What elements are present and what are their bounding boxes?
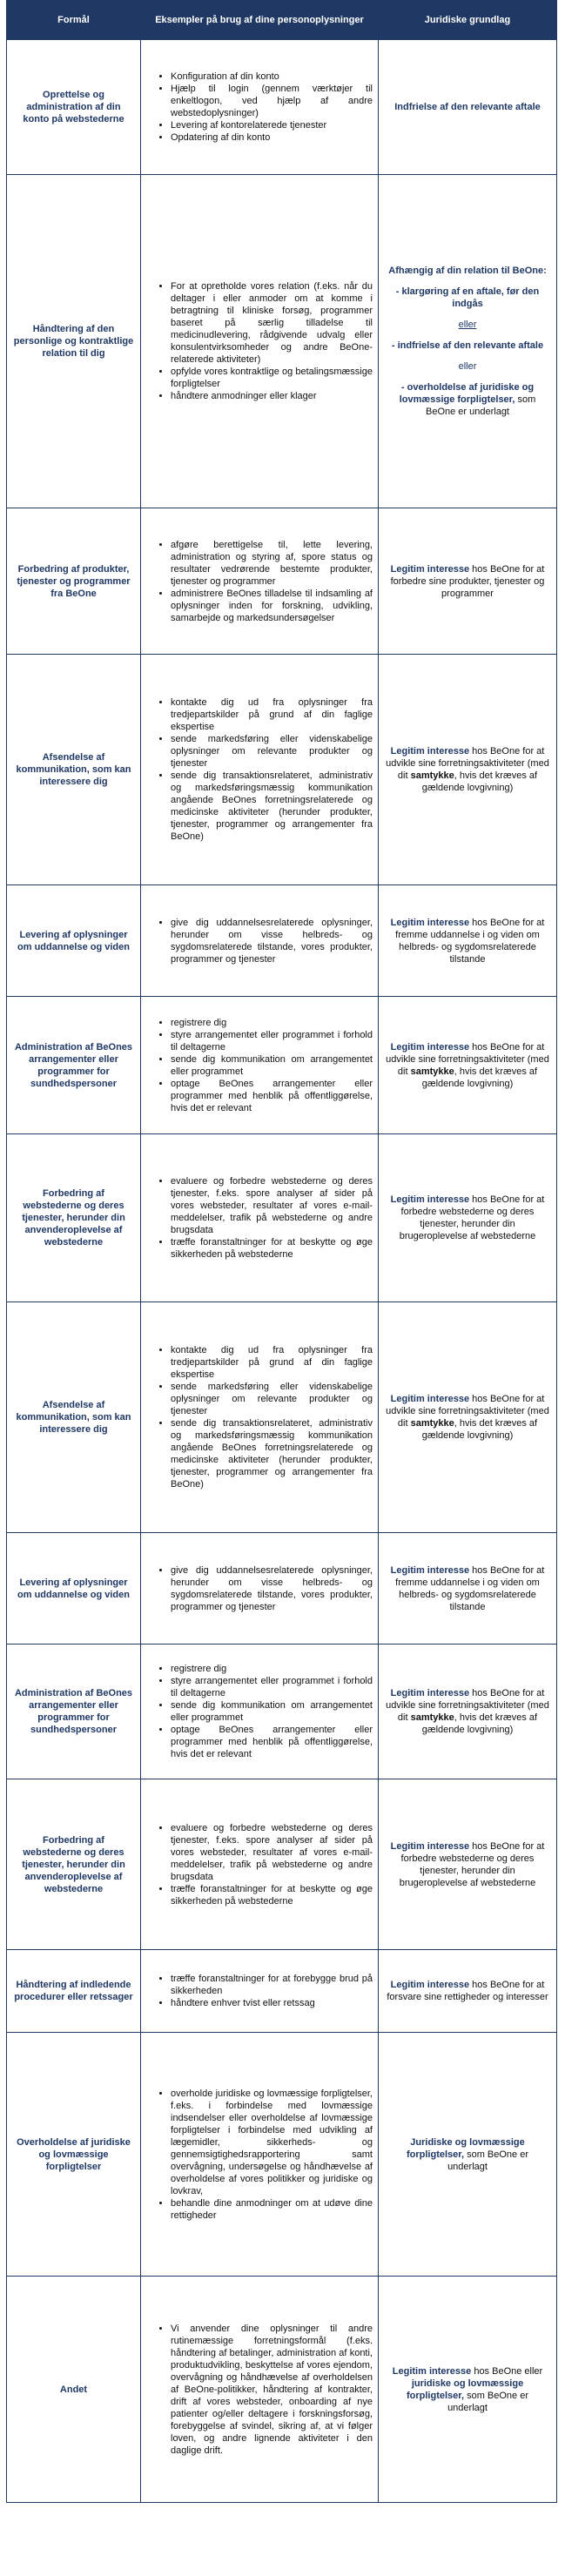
legal-basis-rest: hos BeOne for at udvikle sine forretningsaktiviteter (med dit: [386, 1688, 549, 1723]
legal-basis-rest: hos BeOne for at fremme uddannelse i og viden om helbreds- og sygdomsrelaterede tilstande: [395, 1564, 545, 1612]
list-item: • træffe foranstaltninger for at beskytte og øge sikkerheden på webstederne: [171, 1883, 373, 1907]
list-item: • sende markedsføring eller videnskabelige oplysninger om relevante produkter og tjenester: [171, 733, 373, 770]
purpose-table: [6, 0, 557, 2503]
legal-basis-bold: Juridiske og lovmæssige forpligtelser,: [406, 2136, 525, 2160]
legal-basis-rest: hos BeOne for at forbedre webstederne og deres tjenester, herunder din brugeroplevelse af webstederne: [399, 1194, 545, 1241]
purpose-cell: Administration af BeOnes arrangementer eller programmer for sundhedspersoner: [7, 997, 141, 1134]
examples-cell: [141, 655, 379, 885]
header-legal-basis: Juridiske grundlag: [379, 1, 557, 40]
legal-basis-bold: Legitim interesse: [390, 1688, 470, 1698]
list-item: • sende markedsføring eller videnskabelige oplysninger om relevante produkter og tjenester: [171, 1381, 373, 1417]
purpose-cell: Forbedring af produkter, tjenester og programmer fra BeOne: [7, 508, 141, 655]
examples-list: [145, 71, 373, 144]
table-row: [7, 1533, 557, 1644]
legal-basis-consent: samtykke: [410, 770, 454, 781]
table-header-row: [7, 1, 557, 40]
legal-basis-cell: [379, 40, 557, 175]
purpose-cell: Afsendelse af kommunikation, som kan interessere dig: [7, 655, 141, 885]
purpose-cell: Forbedring af webstederne og deres tjenester, herunder din anvenderoplevelse af webstederne: [7, 1779, 141, 1950]
legal-basis-cell: [379, 655, 557, 885]
examples-cell: [141, 1302, 379, 1533]
legal-basis-rest: , hvis det kræves af gældende lovgivning): [421, 1418, 538, 1441]
list-item: • opfylde vores kontraktlige og betalingsmæssige forpligtelser: [171, 366, 373, 390]
legal-basis-bold: Legitim interesse: [390, 563, 470, 575]
legal-basis-consent: samtykke: [410, 1066, 454, 1077]
legal-basis-consent: samtykke: [410, 1418, 454, 1429]
legal-basis-rest: som BeOne er underlagt: [447, 2149, 528, 2172]
list-item: • Levering af kontorelaterede tjenester: [171, 119, 373, 131]
purpose-cell: Levering af oplysninger om uddannelse og viden: [7, 885, 141, 997]
legal-basis-rest: hos BeOne for at udvikle sine forretningsaktiviteter (med dit: [386, 746, 549, 781]
legal-basis-bold: Legitim interesse: [392, 2365, 472, 2377]
legal-basis-cell: [379, 1134, 557, 1302]
examples-list: [145, 1017, 373, 1114]
examples-list: [145, 2088, 373, 2222]
legal-basis-option: - overholdelse af juridiske og lovmæssige forpligtelser,: [399, 382, 535, 405]
legal-basis-cell: [379, 508, 557, 655]
list-item: • træffe foranstaltninger for at forebygge brud på sikkerheden: [171, 1973, 373, 1997]
purpose-cell: Administration af BeOnes arrangementer eller programmer for sundhedspersoner: [7, 1644, 141, 1779]
list-item: • overholde juridiske og lovmæssige forpligtelser, f.eks. i forbindelse med lovmæssige indsendelser eller overholdelse af lovmæssige forpligtelser i forbindelse med udvikling af lægemidler, sikkerheds- og gennemsigtighedsrapportering samt overvågning, undersøgelse og håndhævelse af overholdelse af vores politikker og juridiske og lovkrav,: [171, 2088, 373, 2197]
table-row: [7, 1779, 557, 1950]
examples-cell: [141, 1533, 379, 1644]
purpose-cell: Levering af oplysninger om uddannelse og viden: [7, 1533, 141, 1644]
legal-basis-bold: Legitim interesse: [390, 1980, 470, 1990]
list-item: • give dig uddannelsesrelaterede oplysninger, herunder om visse helbreds- og sygdomsrelaterede tilstande, vores produkter, programmer og tjenester: [171, 1564, 373, 1613]
purpose-cell: Oprettelse og administration af din konto på webstederne: [7, 40, 141, 175]
list-item: • optage BeOnes arrangementer eller programmer med henblik på offentliggørelse, hvis det er relevant: [171, 1724, 373, 1760]
examples-cell: [141, 175, 379, 508]
examples-list: [145, 1175, 373, 1261]
list-item: • styre arrangementet eller programmet i forhold til deltagerne: [171, 1029, 373, 1053]
document-page: [6, 0, 556, 2503]
examples-cell: [141, 1950, 379, 2033]
list-item: • håndtere anmodninger eller klager: [171, 390, 373, 402]
purpose-cell: Andet: [7, 2277, 141, 2503]
list-item: • behandle dine anmodninger om at udøve dine rettigheder: [171, 2197, 373, 2222]
legal-basis-bold: Legitim interesse: [390, 1394, 470, 1404]
legal-basis-rest: hos BeOne for at udvikle sine forretningsaktiviteter (med dit: [386, 1394, 549, 1429]
legal-basis-cell: [379, 1950, 557, 2033]
legal-basis-cell: [379, 2277, 557, 2503]
table-row: [7, 508, 557, 655]
table-row: [7, 175, 557, 508]
legal-basis-or: eller: [458, 361, 477, 372]
legal-basis-cell: [379, 885, 557, 997]
legal-basis-cell: [379, 1779, 557, 1950]
list-item: • give dig uddannelsesrelaterede oplysninger, herunder om visse helbreds- og sygdomsrelaterede tilstande, vores produkter, programmer og tjenester: [171, 917, 373, 965]
legal-basis-rest: hos BeOne for at forbedre sine produkter, tjenester og programmer: [390, 563, 545, 599]
list-item: • registrere dig: [171, 1017, 373, 1029]
list-item: • kontakte dig ud fra oplysninger fra tredjepartskilder på grund af din faglige ekspertise: [171, 696, 373, 733]
table-row: [7, 1950, 557, 2033]
list-item: • evaluere og forbedre webstederne og deres tjenester, f.eks. spore analyser af sider på vores websteder, resultater af vores e-mail-meddelelser, trafik på webstederne og andre brugsdata: [171, 1822, 373, 1883]
legal-basis-option: - klargøring af en aftale, før den indgås: [395, 286, 540, 309]
purpose-cell: Afsendelse af kommunikation, som kan interessere dig: [7, 1302, 141, 1533]
legal-basis-option: - indfrielse af den relevante aftale: [391, 340, 544, 351]
legal-basis-cell: [379, 2033, 557, 2277]
table-row: [7, 1134, 557, 1302]
purpose-cell: Forbedring af webstederne og deres tjenester, herunder din anvenderoplevelse af webstederne: [7, 1134, 141, 1302]
legal-basis-rest: som BeOne er underlagt: [425, 394, 536, 417]
examples-cell: [141, 508, 379, 655]
legal-basis-or: eller: [458, 319, 477, 330]
table-row: [7, 2033, 557, 2277]
legal-basis-cell: [379, 1302, 557, 1533]
list-item: • Vi anvender dine oplysninger til andre rutinemæssige forretningsformål (f.eks. håndtering af betalinger, administration af konti, produktudvikling, beskyttelse af vores ejendom, overvågning og håndhævelse af overholdelsen af BeOne-politikker, håndtering af kontrakter, drift af vores websteder, onboarding af nye patienter og/eller deltagere i forskningsforsøg, forebyggelse af svindel, sikring af, at vi følger loven, og andre lignende aktiviteter i den daglige drift.: [171, 2323, 373, 2457]
legal-basis-intro: Afhængig af din relation til BeOne:: [388, 266, 547, 276]
header-examples: Eksempler på brug af dine personoplysninger: [141, 1, 379, 40]
list-item: • afgøre berettigelse til, lette levering, administration og styring af, spore status og resultater vedrørende bestemte produkter, tjenester og programmer: [171, 539, 373, 588]
list-item: • sende dig kommunikation om arrangementet eller programmet: [171, 1699, 373, 1724]
legal-basis-cell: [379, 1644, 557, 1779]
examples-cell: [141, 40, 379, 175]
legal-basis-rest: hos BeOne for at udvikle sine forretningsaktiviteter (med dit: [386, 1041, 549, 1077]
legal-basis-bold: Legitim interesse: [390, 1840, 470, 1852]
table-row: [7, 1302, 557, 1533]
list-item: • sende dig transaktionsrelateret, administrativ og markedsføringsmæssig kommunikation angående BeOnes forretningsrelaterede og medicinske aktiviteter (herunder produkter, tjenester, programmer og arrangementer fra BeOne): [171, 1417, 373, 1490]
legal-basis-bold: Legitim interesse: [390, 1194, 470, 1205]
examples-list: [145, 2323, 373, 2457]
examples-cell: [141, 1134, 379, 1302]
examples-cell: [141, 2277, 379, 2503]
examples-list: [145, 696, 373, 843]
legal-basis-rest: hos BeOne for at forbedre webstederne og deres tjenester, herunder din brugeroplevelse af webstederne: [399, 1840, 545, 1888]
examples-list: [145, 1822, 373, 1907]
legal-basis-rest: , hvis det kræves af gældende lovgivning): [421, 770, 538, 793]
list-item: • For at opretholde vores relation (f.eks. når du deltager i eller anmoder om at komme i betragtning til kliniske forsøg, programmer baseret på særlig tilladelse til medicinudlevering, rådgivende udvalg eller konsulentvirksomheder og andre BeOne-relaterede aktiviteter): [171, 280, 373, 366]
legal-basis-bold: Legitim interesse: [390, 917, 470, 928]
examples-list: [145, 1973, 373, 2009]
list-item: • Konfiguration af din konto: [171, 71, 373, 83]
legal-basis-rest: som BeOne er underlagt: [447, 2390, 528, 2413]
list-item: • administrere BeOnes tilladelse til indsamling af oplysninger inden for forskning, udvikling, samarbejde og markedsundersøgelser: [171, 588, 373, 624]
legal-basis-rest: hos BeOne eller: [471, 2365, 543, 2377]
examples-list: [145, 1344, 373, 1490]
list-item: • Hjælp til login (gennem værktøjer til enkeltlogon, ved hjælp af andre webstedoplysninger): [171, 83, 373, 119]
examples-list: [145, 280, 373, 402]
legal-basis-rest: hos BeOne for at forsvare sine rettigheder og interesser: [387, 1980, 548, 2002]
table-row: [7, 1644, 557, 1779]
examples-list: [145, 1663, 373, 1760]
examples-list: [145, 539, 373, 624]
legal-basis-rest: , hvis det kræves af gældende lovgivning): [421, 1712, 538, 1735]
legal-basis-bold: Legitim interesse: [390, 1564, 470, 1576]
examples-cell: [141, 997, 379, 1134]
purpose-cell: Overholdelse af juridiske og lovmæssige forpligtelser: [7, 2033, 141, 2277]
examples-cell: [141, 2033, 379, 2277]
examples-list: [145, 917, 373, 965]
list-item: • styre arrangementet eller programmet i forhold til deltagerne: [171, 1675, 373, 1699]
legal-basis-rest: , hvis det kræves af gældende lovgivning): [421, 1066, 538, 1089]
list-item: • optage BeOnes arrangementer eller programmer med henblik på offentliggørelse, hvis det er relevant: [171, 1078, 373, 1114]
list-item: • håndtere enhver tvist eller retssag: [171, 1997, 373, 2009]
list-item: • sende dig transaktionsrelateret, administrativ og markedsføringsmæssig kommunikation angående BeOnes forretningsrelaterede og medicinske aktiviteter (herunder produkter, tjenester, programmer og arrangementer fra BeOne): [171, 770, 373, 843]
list-item: • evaluere og forbedre webstederne og deres tjenester, f.eks. spore analyser af sider på vores websteder, resultater af vores e-mail-meddelelser, trafik på webstederne og andre brugsdata: [171, 1175, 373, 1236]
legal-basis-consent: samtykke: [410, 1712, 454, 1723]
examples-cell: [141, 1779, 379, 1950]
table-row: [7, 2277, 557, 2503]
examples-cell: [141, 1644, 379, 1779]
legal-basis-rest: hos BeOne for at fremme uddannelse i og viden om helbreds- og sygdomsrelaterede tilstande: [395, 917, 545, 965]
table-row: [7, 997, 557, 1134]
legal-basis-bold: Indfrielse af den relevante aftale: [394, 102, 541, 112]
table-row: [7, 655, 557, 885]
legal-basis-bold: juridiske og lovmæssige forpligtelser,: [406, 2378, 524, 2401]
purpose-cell: Håndtering af indledende procedurer eller retssager: [7, 1950, 141, 2033]
legal-basis-cell: [379, 997, 557, 1134]
list-item: • registrere dig: [171, 1663, 373, 1675]
legal-basis-cell: [379, 1533, 557, 1644]
list-item: • træffe foranstaltninger for at beskytte og øge sikkerheden på webstederne: [171, 1236, 373, 1261]
list-item: • Opdatering af din konto: [171, 131, 373, 144]
list-item: • kontakte dig ud fra oplysninger fra tredjepartskilder på grund af din faglige ekspertise: [171, 1344, 373, 1381]
purpose-cell: Håndtering af den personlige og kontraktlige relation til dig: [7, 175, 141, 508]
table-row: [7, 885, 557, 997]
legal-basis-bold: Legitim interesse: [390, 1041, 470, 1053]
examples-list: [145, 1564, 373, 1613]
legal-basis-bold: Legitim interesse: [390, 746, 470, 757]
list-item: • sende dig kommunikation om arrangementet eller programmet: [171, 1053, 373, 1078]
table-row: [7, 40, 557, 175]
header-purpose: Formål: [7, 1, 141, 40]
examples-cell: [141, 885, 379, 997]
legal-basis-cell: [379, 175, 557, 508]
